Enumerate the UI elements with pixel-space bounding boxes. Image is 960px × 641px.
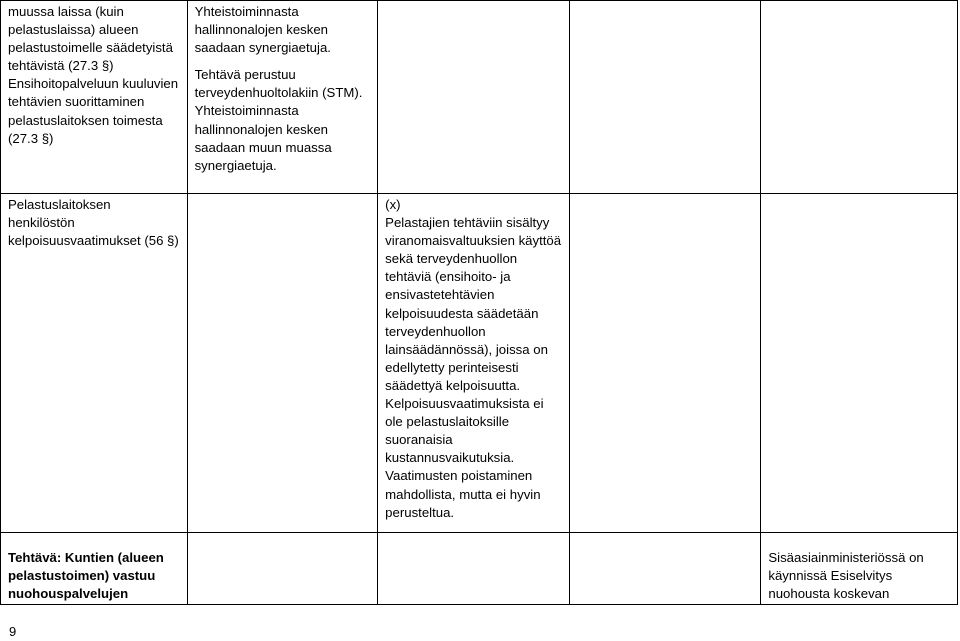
table-cell-note <box>761 533 958 605</box>
assessment-text: Pelastajien tehtäviin sisältyy viranomaisvaltuuksien käyttöä sekä terveydenhuollon tehtäviä (ensihoito- ja ensivastetehtävien kelpoisuudesta säädetään terveydenhuollon lainsäädännössä), joissa on edellytetty perinteisesti säädettyä kelpoisuutta. Kelpoisuusvaatimuksista ei ole pelastuslaitoksille suoranaisia kustannusvaikutuksia. Vaatimusten poistaminen mahdollista, mutta ei hyvin perusteltua. <box>385 215 562 520</box>
table-cell-empty <box>569 194 761 533</box>
table-cell-empty <box>761 194 958 533</box>
table-cell-empty <box>569 1 761 194</box>
task-staff-qualifications: Pelastuslaitoksen henkilöstön kelpoisuusvaatimukset (56 §) <box>8 197 179 249</box>
table-cell-task-heading <box>1 533 188 605</box>
table-cell-empty <box>569 533 761 605</box>
table-cell-empty <box>187 533 378 605</box>
table-cell-task <box>1 1 188 194</box>
table-cell-empty <box>378 1 570 194</box>
task-chimney-sweeping: Tehtävä: Kuntien (alueen pelastustoimen) vastuu nuohouspalvelujen <box>8 550 164 602</box>
justification-stm: Tehtävä perustuu terveydenhuoltolakiin (STM). Yhteistoiminnasta hallinnonalojen kesken saadaan muun muassa synergiaetuja. <box>194 67 363 173</box>
page-number: 9 <box>9 624 17 639</box>
table-cell-assessment <box>378 194 570 533</box>
task-ambulance-service: Ensihoitopalveluun kuuluvien tehtävien suorittaminen pelastuslaitoksen toimesta (27.3 §) <box>8 76 179 146</box>
table-cell-justification <box>187 1 378 194</box>
table-cell-empty <box>187 194 378 533</box>
justification-synergy: Yhteistoiminnasta hallinnonalojen kesken saadaan synergiaetuja. <box>194 4 331 56</box>
ministry-note: Sisäasiainministeriössä on käynnissä Esiselvitys nuohousta koskevan <box>768 550 924 602</box>
assessment-mark: (x) <box>385 197 401 212</box>
table-row <box>1 194 958 533</box>
table-row <box>1 533 958 605</box>
table-row <box>1 1 958 194</box>
table-cell-empty <box>378 533 570 605</box>
table-cell-task <box>1 194 188 533</box>
table-cell-empty <box>761 1 958 194</box>
task-continued-text: muussa laissa (kuin pelastuslaissa) alueen pelastustoimelle säädetyistä tehtävistä (27.3 §) <box>8 4 173 74</box>
